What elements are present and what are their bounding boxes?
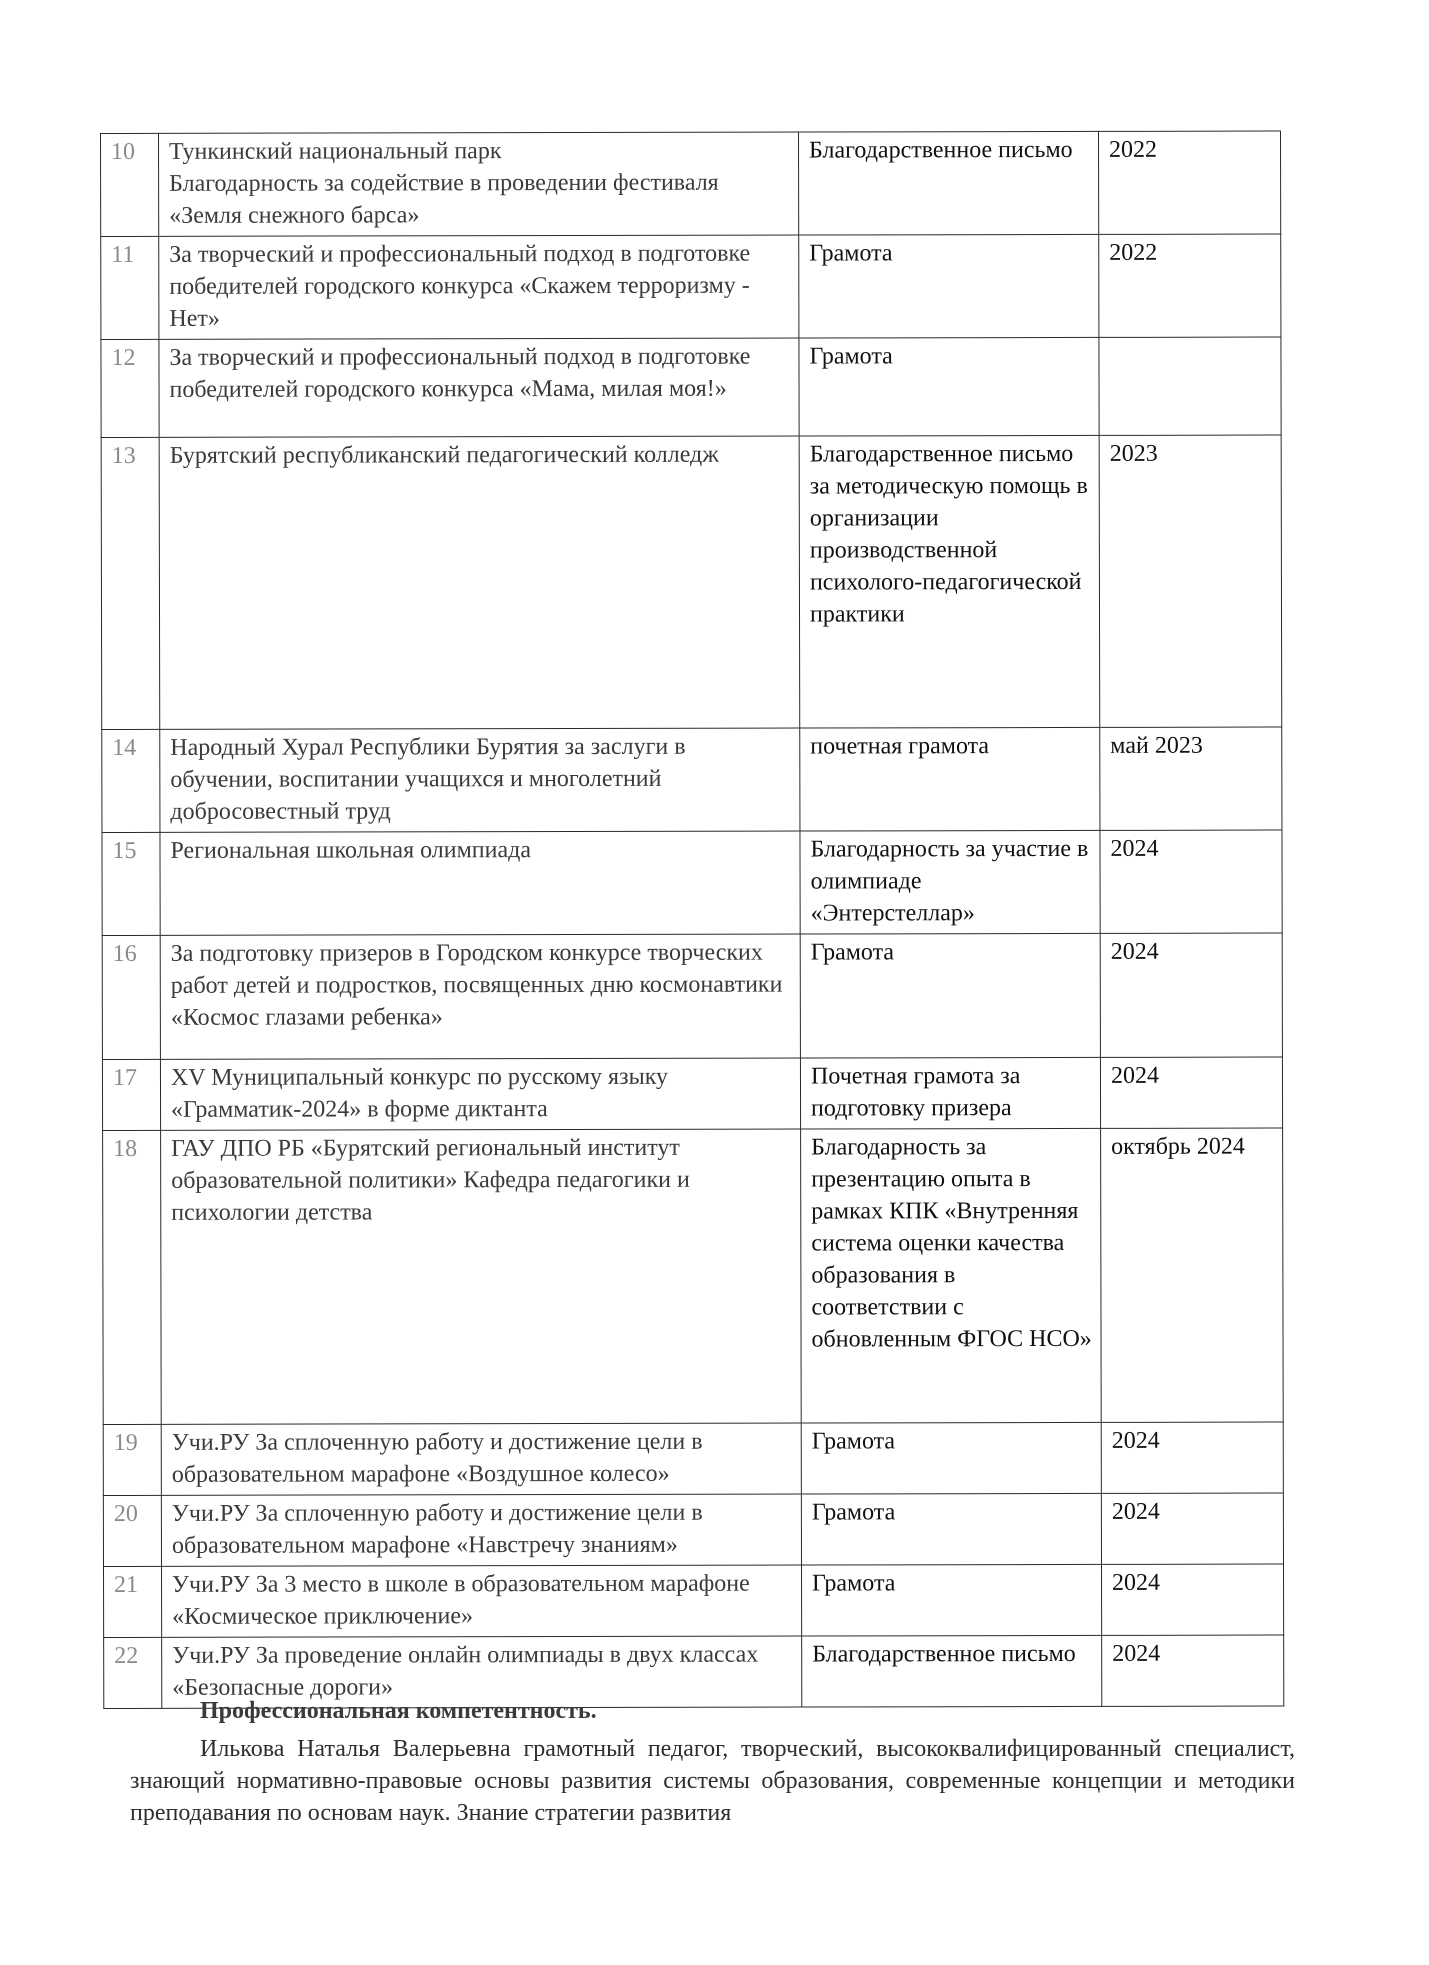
- row-award-type: Благодарственное письмо: [802, 1635, 1102, 1707]
- row-description: За творческий и профессиональный подход в подготовке победителей городского конкурса «Мама, милая моя!»: [159, 338, 799, 437]
- row-number: 19: [103, 1424, 161, 1495]
- row-year: 2024: [1101, 1493, 1283, 1564]
- row-description: Тункинский национальный парк Благодарность за содействие в проведении фестиваля «Земля снежного барса»: [159, 132, 799, 236]
- row-number: 18: [103, 1130, 162, 1424]
- row-year: [1099, 337, 1281, 435]
- table-row: [102, 933, 1282, 1059]
- competence-section: [130, 1695, 1295, 1829]
- row-number: 15: [102, 832, 160, 935]
- row-number: 10: [101, 133, 159, 236]
- row-description: Региональная школьная олимпиада: [160, 831, 800, 935]
- row-award-type: Грамота: [801, 1422, 1101, 1494]
- row-year: 2022: [1099, 234, 1281, 337]
- row-year: 2024: [1101, 1422, 1283, 1493]
- table-row: [101, 234, 1281, 339]
- row-year: 2024: [1100, 1057, 1282, 1128]
- row-number: 21: [104, 1566, 162, 1637]
- row-number: 13: [101, 437, 160, 729]
- table-row: [101, 131, 1281, 236]
- row-description: ГАУ ДПО РБ «Бурятский региональный институт образовательной политики» Кафедра педагогики и психологии детства: [161, 1129, 802, 1424]
- table-row: [102, 830, 1282, 935]
- row-award-type: Грамота: [801, 1493, 1101, 1565]
- row-year: 2024: [1100, 830, 1282, 933]
- table-row: [102, 1057, 1282, 1130]
- row-year: 2024: [1100, 933, 1282, 1057]
- row-year: май 2023: [1100, 727, 1282, 830]
- row-description: Учи.РУ За сплоченную работу и достижение цели в образовательном марафоне «Воздушное колесо»: [161, 1423, 801, 1495]
- row-number: 14: [102, 729, 160, 832]
- row-description: Народный Хурал Республики Бурятия за заслуги в обучении, воспитании учащихся и многолетний добросовестный труд: [160, 728, 800, 832]
- row-description: XV Муниципальный конкурс по русскому языку «Грамматик-2024» в форме диктанта: [160, 1058, 800, 1130]
- row-year: октябрь 2024: [1101, 1128, 1284, 1422]
- table-row: [103, 1422, 1283, 1495]
- row-award-type: Благодарность за презентацию опыта в рамках КПК «Внутренняя система оценки качества образования в соответствии с обновленным ФГОС НСО»: [801, 1128, 1102, 1423]
- row-award-type: Грамота: [799, 337, 1099, 436]
- awards-table-body: [101, 131, 1284, 1708]
- row-description: Учи.РУ За 3 место в школе в образовательном марафоне «Космическое приключение»: [162, 1565, 802, 1637]
- row-year: 2022: [1098, 131, 1280, 234]
- row-award-type: Грамота: [799, 234, 1099, 338]
- row-number: 22: [104, 1637, 162, 1708]
- row-year: 2024: [1102, 1635, 1284, 1706]
- row-year: 2023: [1099, 435, 1282, 727]
- table-row: [101, 337, 1281, 437]
- row-award-type: Грамота: [800, 933, 1100, 1058]
- row-award-type: Благодарственное письмо: [798, 131, 1098, 235]
- table-row: [102, 727, 1282, 832]
- row-award-type: Благодарность за участие в олимпиаде «Энтерстеллар»: [800, 830, 1100, 934]
- row-award-type: Грамота: [802, 1564, 1102, 1636]
- row-year: 2024: [1102, 1564, 1284, 1635]
- table-row: [104, 1564, 1284, 1637]
- row-award-type: Благодарственное письмо за методическую помощь в организации производственной психолого-педагогической практики: [799, 435, 1100, 728]
- row-number: 17: [102, 1059, 160, 1130]
- row-number: 20: [103, 1495, 161, 1566]
- row-number: 11: [101, 236, 159, 339]
- row-number: 12: [101, 339, 159, 437]
- table-row: [103, 1493, 1283, 1566]
- table-row: [103, 1128, 1284, 1424]
- row-description: За подготовку призеров в Городском конкурсе творческих работ детей и подростков, посвященных дню космонавтики «Космос глазами ребенка»: [160, 934, 800, 1059]
- table-row: [101, 435, 1282, 729]
- row-description: Учи.РУ За проведение онлайн олимпиады в двух классах «Безопасные дороги»: [162, 1636, 802, 1708]
- row-number: 16: [102, 935, 160, 1059]
- row-award-type: почетная грамота: [800, 727, 1100, 831]
- section-paragraph: Илькова Наталья Валерьевна грамотный педагог, творческий, высококвалифицированный специалист, знающий нормативно-правовые основы развития системы образования, современные концепции и методики преподавания по основам наук. Знание стратегии развития: [130, 1736, 1295, 1826]
- awards-table: [100, 131, 1284, 1709]
- row-description: Бурятский республиканский педагогический колледж: [159, 436, 800, 729]
- section-heading: Профессиональная компетентность.: [200, 1698, 597, 1724]
- row-description: За творческий и профессиональный подход в подготовке победителей городского конкурса «Скажем терроризму - Нет»: [159, 235, 799, 339]
- row-award-type: Почетная грамота за подготовку призера: [800, 1057, 1100, 1129]
- row-description: Учи.РУ За сплоченную работу и достижение цели в образовательном марафоне «Навстречу знаниям»: [161, 1494, 801, 1566]
